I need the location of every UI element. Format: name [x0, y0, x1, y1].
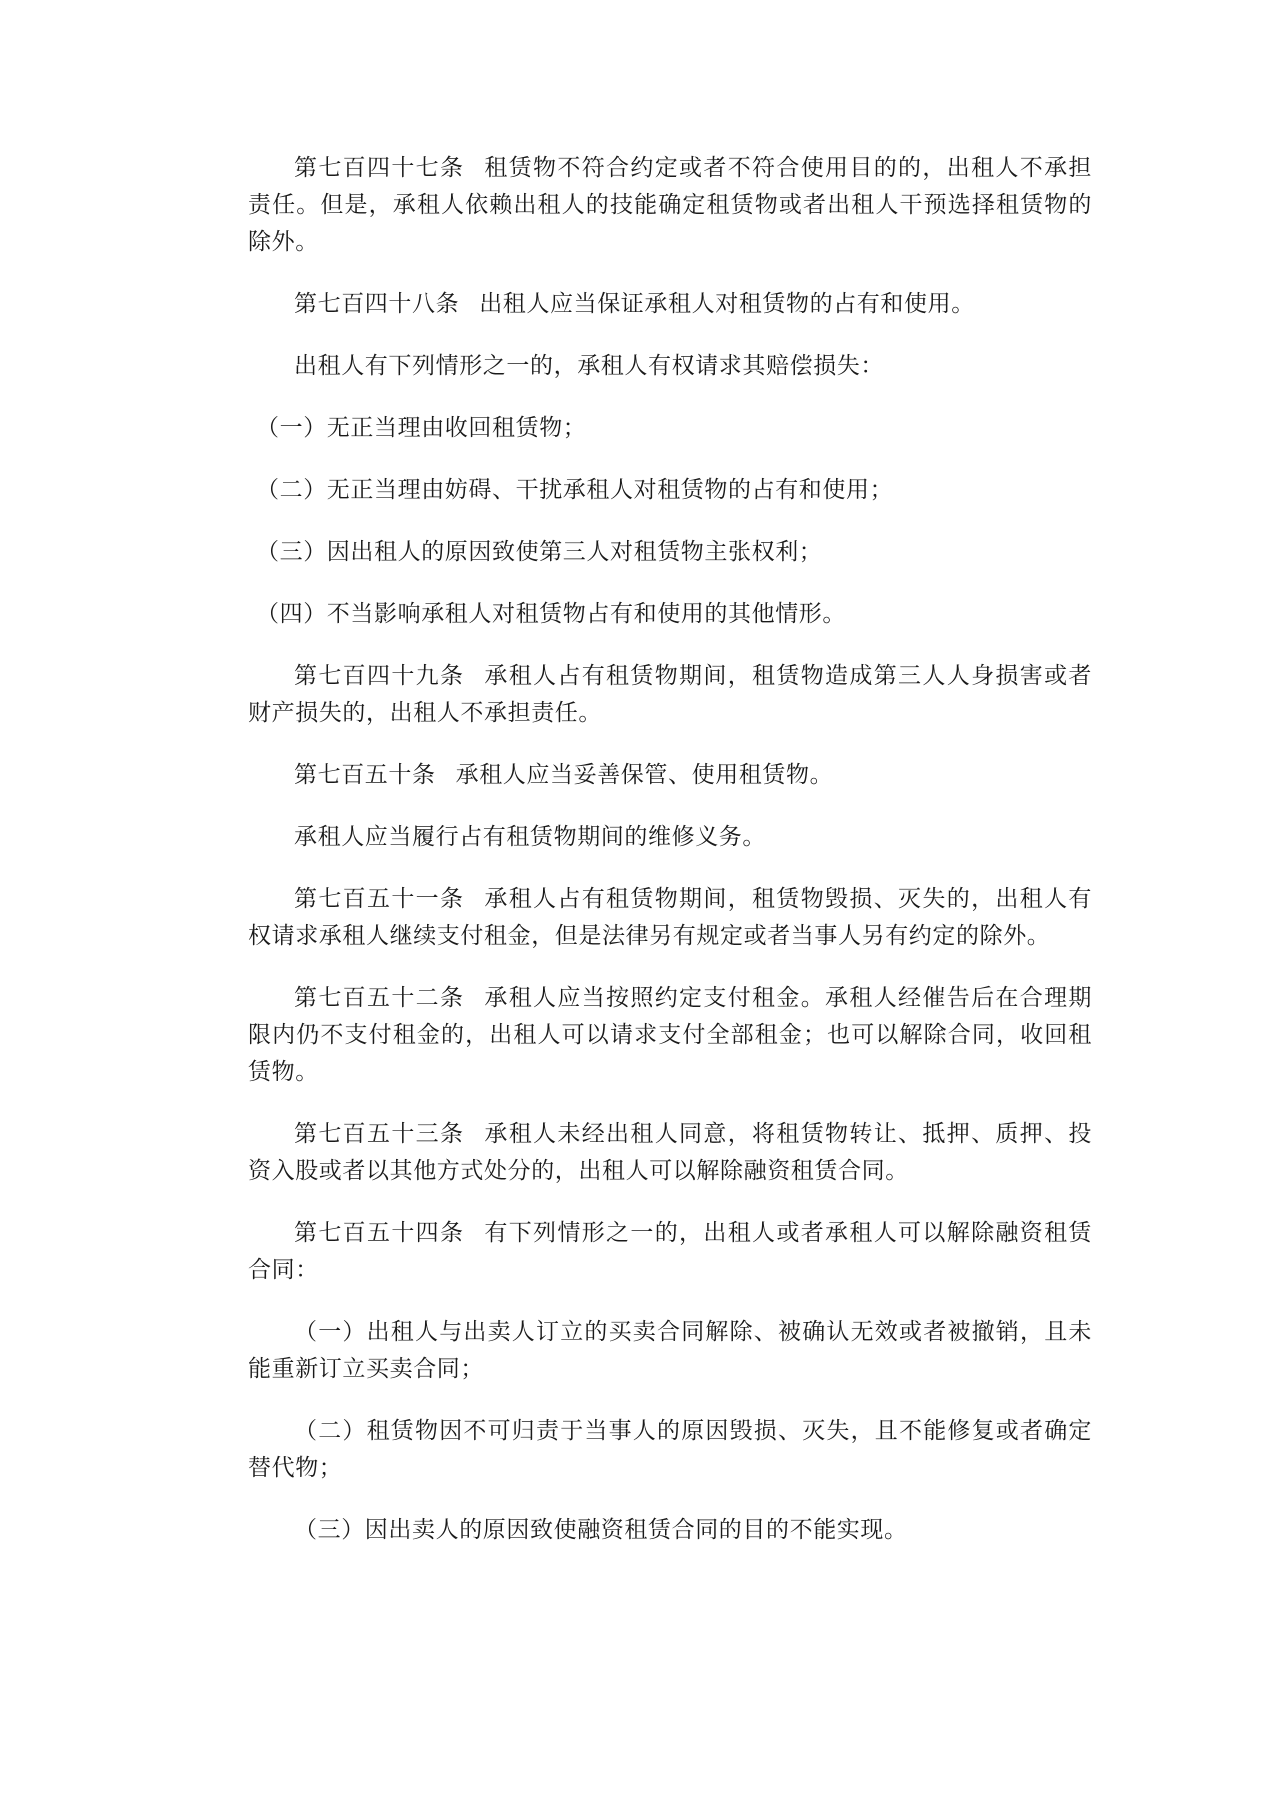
article-text: 承租人未经出租人同意，将租赁物转让、抵押、质押、投资入股或者以其他方式处分的，出租人可以解除融资租赁合同。 [248, 1121, 1093, 1184]
document-page [248, 150, 1092, 1574]
article-number: 第七百五十二条 [294, 985, 465, 1011]
article-text: 有下列情形之一的，出租人或者承租人可以解除融资租赁合同： [248, 1220, 1093, 1283]
article-754 [248, 1215, 1092, 1289]
article-747 [248, 150, 1092, 261]
article-751 [248, 881, 1092, 955]
article-text: 出租人应当保证承租人对租赁物的占有和使用。 [479, 291, 975, 317]
article-number: 第七百五十一条 [294, 886, 465, 912]
article-number: 第七百五十四条 [294, 1220, 465, 1246]
article-749 [248, 658, 1092, 732]
article-number: 第七百五十条 [294, 762, 436, 788]
article-text: 承租人占有租赁物期间，租赁物造成第三人人身损害或者财产损失的，出租人不承担责任。 [248, 663, 1093, 726]
article-text: 租赁物不符合约定或者不符合使用目的的，出租人不承担责任。但是，承租人依赖出租人的技能确定租赁物或者出租人干预选择租赁物的除外。 [248, 155, 1093, 255]
list-item: （三）因出卖人的原因致使融资租赁合同的目的不能实现。 [294, 1517, 908, 1543]
article-text: 承租人应当妥善保管、使用租赁物。 [455, 762, 834, 788]
article-750 [248, 757, 1092, 794]
list-item: （一）无正当理由收回租赁物； [256, 415, 587, 441]
article-752 [248, 980, 1092, 1091]
article-number: 第七百五十三条 [294, 1121, 465, 1147]
list-item: （四）不当影响承租人对租赁物占有和使用的其他情形。 [256, 601, 846, 627]
article-number: 第七百四十九条 [294, 663, 465, 689]
paragraph: 承租人应当履行占有租赁物期间的维修义务。 [294, 824, 766, 850]
article-748 [248, 286, 1092, 323]
list-item: （二）租赁物因不可归责于当事人的原因毁损、灭失，且不能修复或者确定替代物； [248, 1418, 1092, 1481]
article-text: 承租人应当按照约定支付租金。承租人经催告后在合理期限内仍不支付租金的，出租人可以请求支付全部租金；也可以解除合同，收回租赁物。 [248, 985, 1093, 1085]
article-text: 承租人占有租赁物期间，租赁物毁损、灭失的，出租人有权请求承租人继续支付租金，但是法律另有规定或者当事人另有约定的除外。 [248, 886, 1093, 949]
article-number: 第七百四十七条 [294, 155, 465, 181]
paragraph: 出租人有下列情形之一的，承租人有权请求其赔偿损失： [294, 353, 884, 379]
list-item: （二）无正当理由妨碍、干扰承租人对租赁物的占有和使用； [256, 477, 894, 503]
list-item: （一）出租人与出卖人订立的买卖合同解除、被确认无效或者被撤销，且未能重新订立买卖合同； [248, 1319, 1092, 1382]
article-number: 第七百四十八条 [294, 291, 460, 317]
article-753 [248, 1116, 1092, 1190]
list-item: （三）因出租人的原因致使第三人对租赁物主张权利； [256, 539, 823, 565]
